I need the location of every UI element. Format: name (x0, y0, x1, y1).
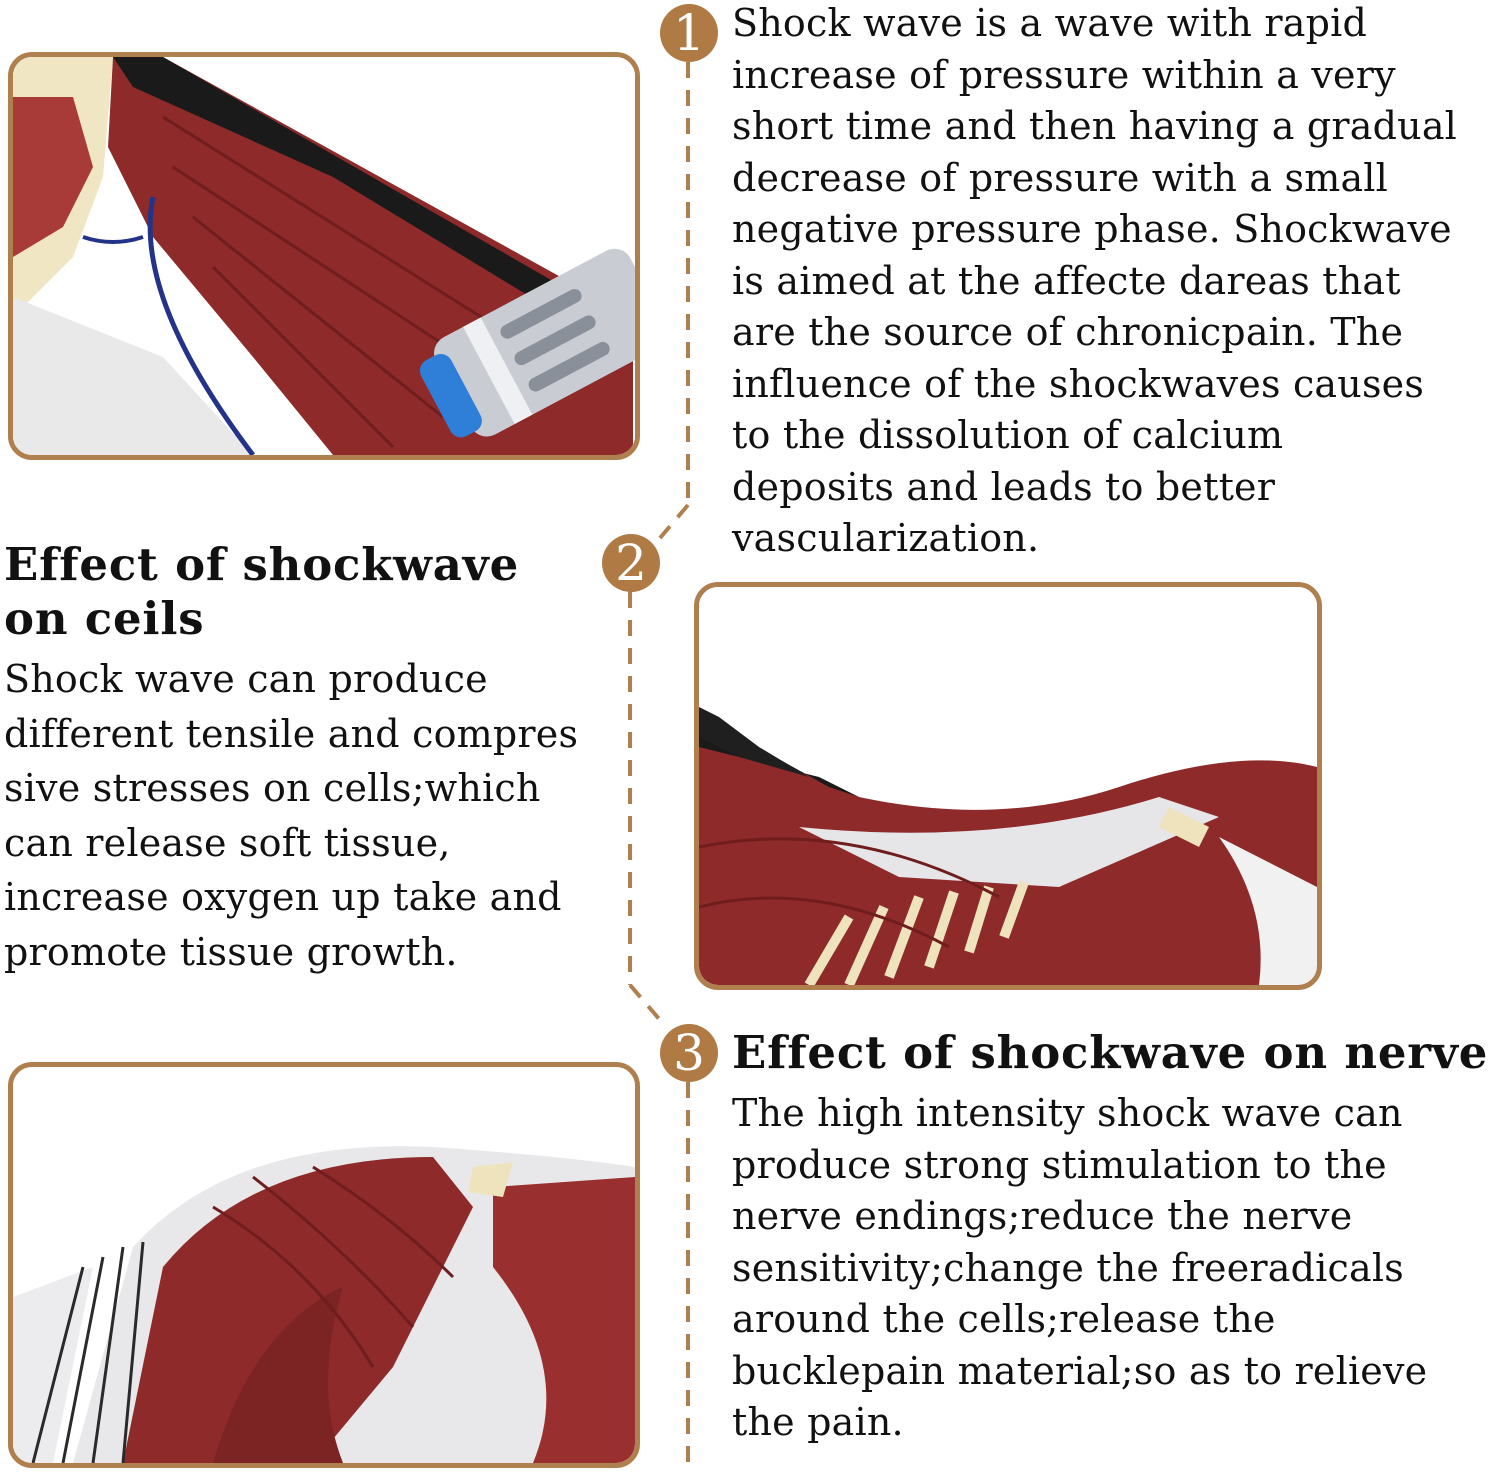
nerve-effect-description: The high intensity shock wave can produce strong stimulation to the nerve endings;reduce the nerve sensitivity;change the freeradicals around the cells;release the bucklepain material;so as to relieve the pain. (732, 1091, 1428, 1444)
step-3-badge: 3 (660, 1024, 718, 1082)
nerve-effect-heading: Effect of shockwave on nerve (732, 1026, 1489, 1079)
shoulder-muscles-illustration (8, 1062, 640, 1468)
step-1-badge: 1 (660, 4, 718, 62)
step-2-badge: 2 (602, 534, 660, 592)
cells-effect-heading: Effect of shockwave on ceils (4, 538, 520, 645)
cells-effect-description: Shock wave can produce different tensile and compres sive stresses on cells;which can release soft tissue, increase oxygen up take and promote tissue growth. (4, 657, 579, 974)
shockwave-description: Shock wave is a wave with rapid increase of pressure within a very short time and then having a gradual decrease of pressure with a small negative pressure phase. Shockwave is aimed at the affecte dareas that are the source of chronicpain. The influence of the shockwaves causes to the dissolution of calcium deposits and leads to better vascularization. (732, 1, 1458, 560)
shoulder-applicator-illustration (8, 52, 640, 460)
back-muscles-illustration (694, 582, 1322, 990)
